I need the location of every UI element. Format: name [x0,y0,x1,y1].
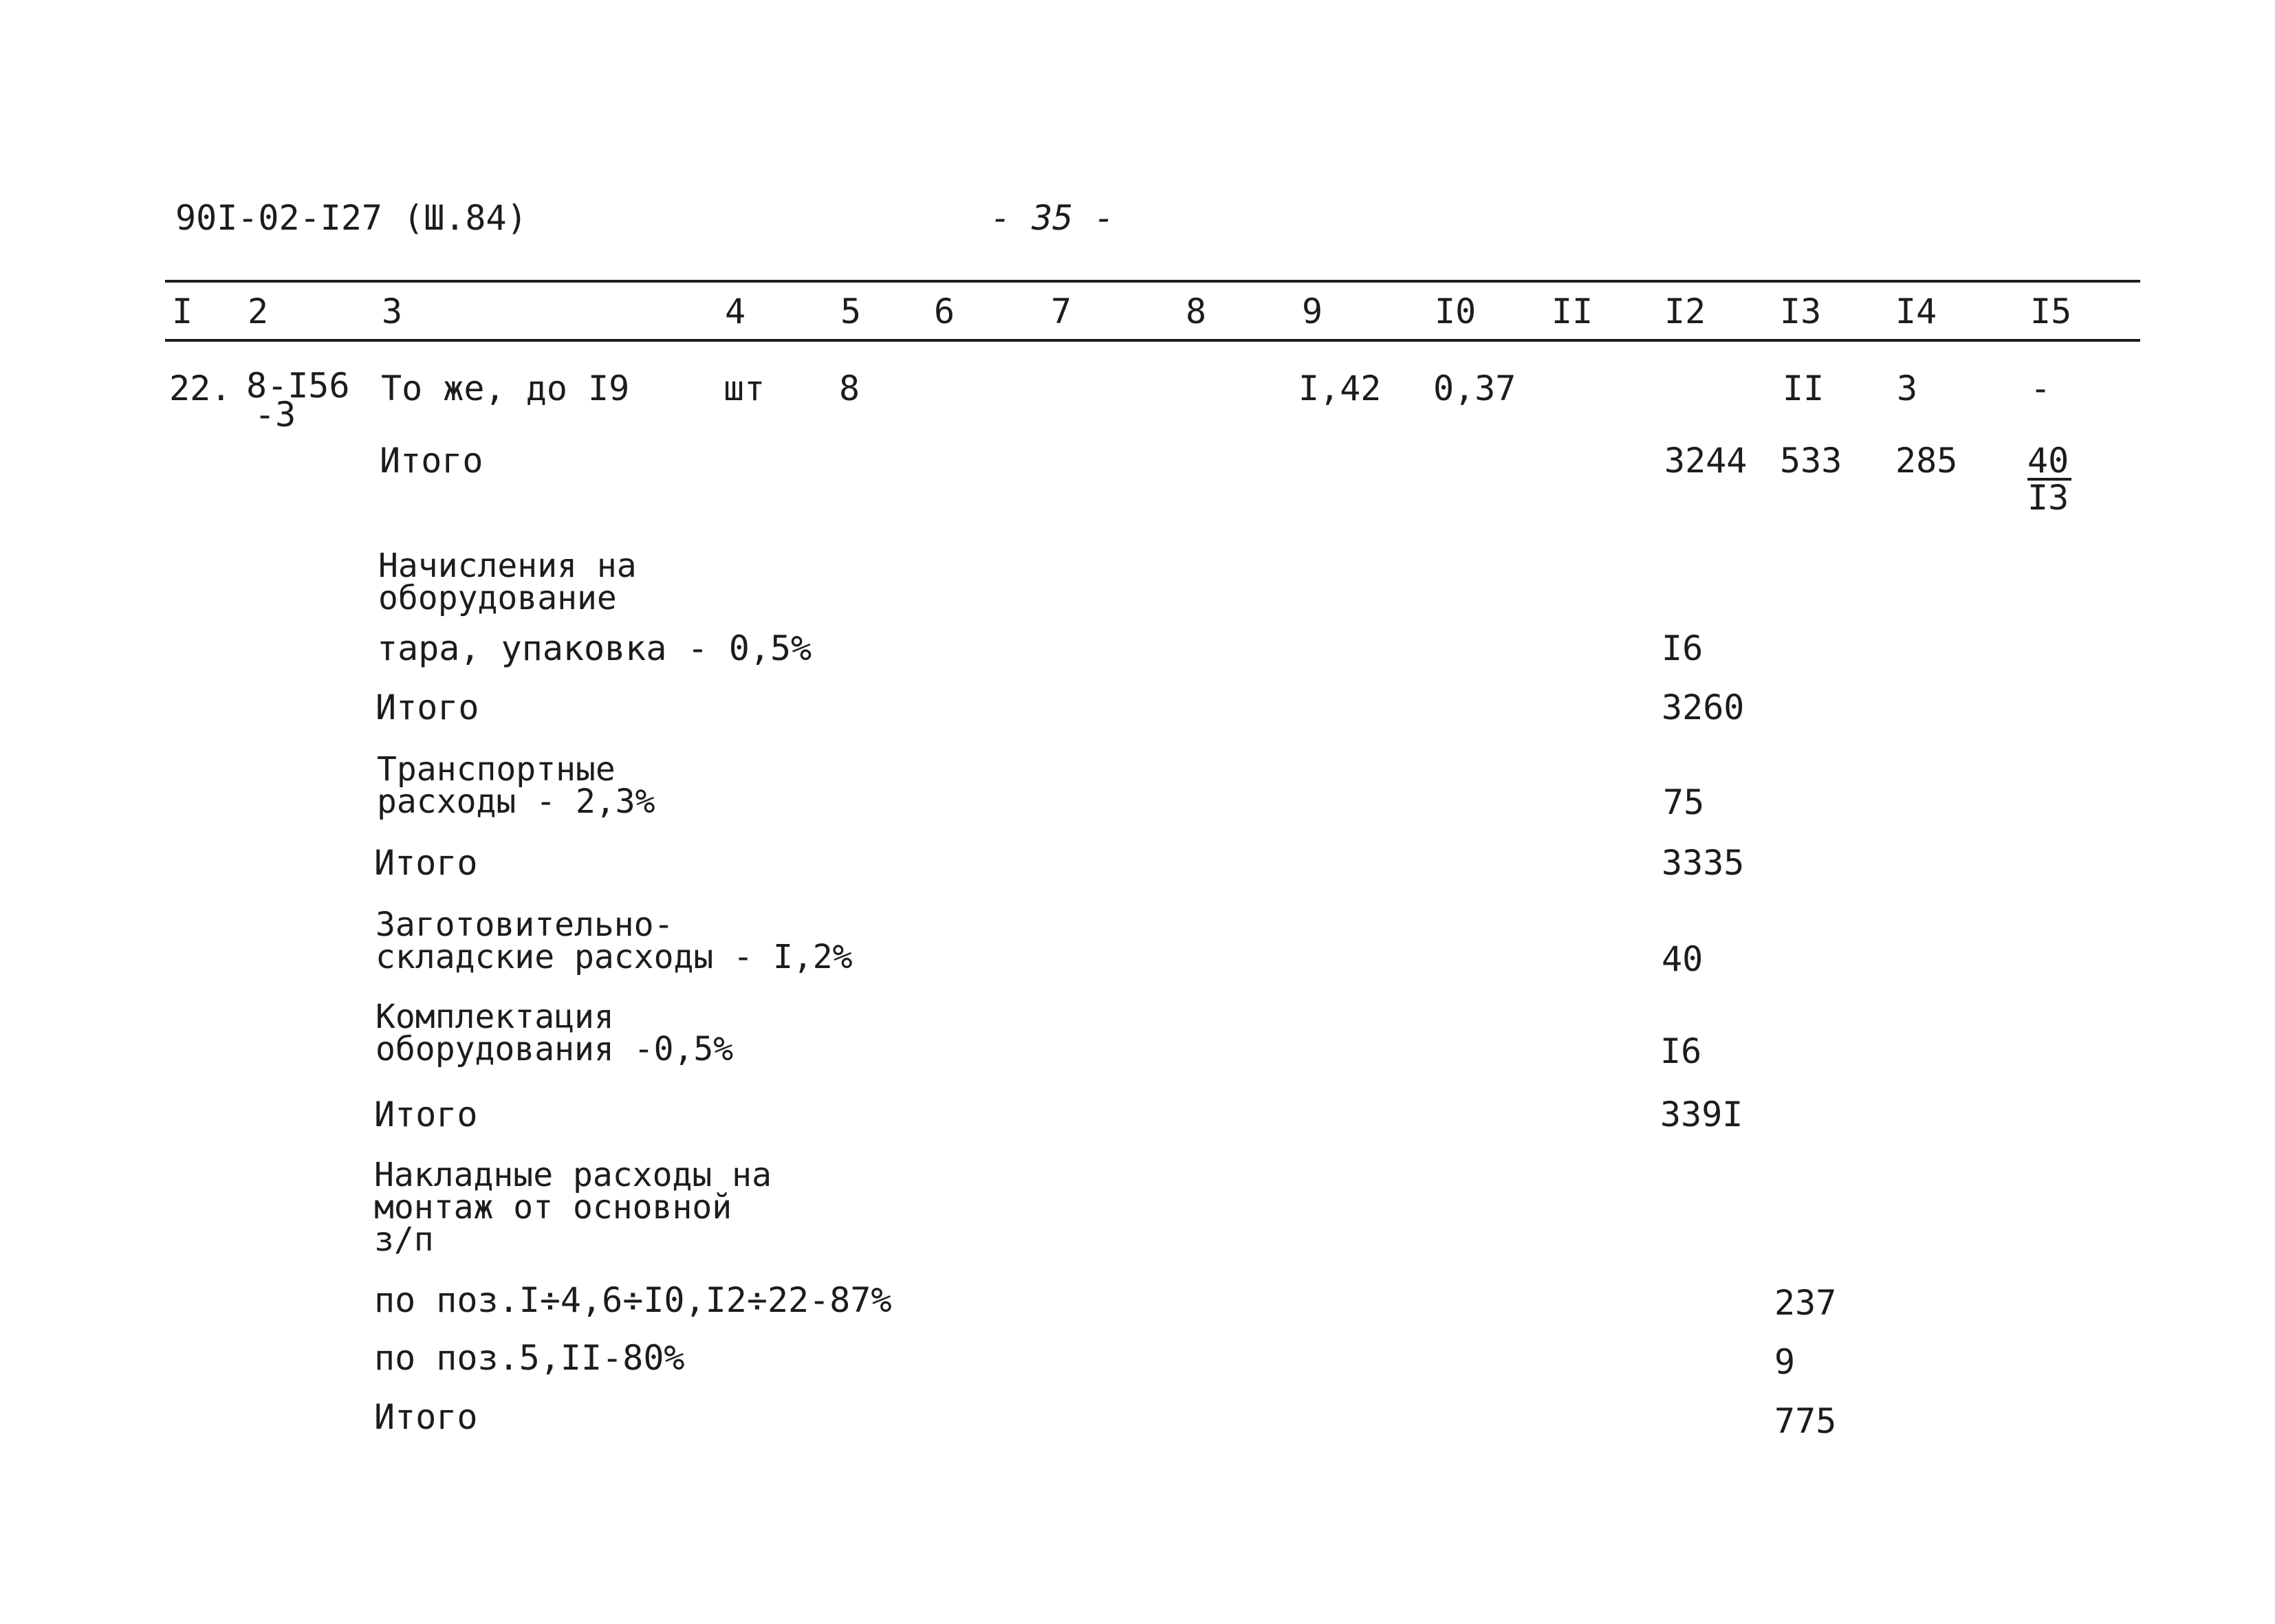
overhead-heading: Накладные расходы на монтаж от основной з/п [374,1156,772,1259]
table-top-rule-right [1382,280,2140,283]
kit-value: I6 [1660,1031,1702,1071]
item-quantity: 8 [839,369,860,408]
transport-line: Транспортные расходы - 2,3% [377,750,655,821]
storage-line: Заготовительно- складские расходы - I,2% [375,906,853,976]
packaging-value: I6 [1662,628,1703,668]
column-header: 2 [248,292,269,331]
overhead-position-2-value: 9 [1774,1342,1796,1382]
item-col-13: II [1783,369,1825,408]
table-top-rule [165,280,1450,283]
overhead-position-2: по поз.5,II-80% [374,1338,685,1378]
column-header: II [1552,292,1593,331]
column-header: 8 [1186,292,1207,331]
total-value: 3260 [1662,688,1745,727]
total-col-14: 285 [1895,441,1958,481]
kit-line: Комплектация оборудования -0,5% [375,998,734,1068]
item-col-10: 0,37 [1433,369,1516,408]
total-col-15-fraction [2027,441,2071,518]
storage-value: 40 [1662,939,1703,979]
column-header: I3 [1780,292,1822,331]
column-header: 9 [1302,292,1323,331]
item-col-14: 3 [1897,369,1918,408]
column-header-rule [165,339,2140,342]
column-header: I0 [1435,292,1477,331]
accruals-heading: Начисления на оборудование [378,547,637,617]
fraction-denominator: I3 [2027,478,2069,518]
item-col-15: - [2030,369,2051,408]
total-value: 775 [1774,1401,1837,1441]
column-header: 4 [725,292,746,331]
transport-value: 75 [1663,782,1705,822]
total-label: Итого [374,1095,478,1134]
overhead-position-1: по поз.I÷4,6÷I0,I2÷22-87% [374,1280,892,1320]
column-header: I5 [2030,292,2072,331]
total-col-12: 3244 [1664,441,1748,481]
column-header: 6 [934,292,955,331]
column-header: 7 [1051,292,1072,331]
column-header: I2 [1664,292,1706,331]
total-col-13: 533 [1780,441,1842,481]
item-unit: шт [723,369,765,408]
column-header: 3 [382,292,403,331]
column-header: I [172,292,193,331]
column-header: I4 [1895,292,1937,331]
total-value: 3335 [1662,843,1745,883]
price-code: 8-I56 [246,366,350,406]
page-number: - 35 - [990,198,1115,238]
item-name: То же, до I9 [381,369,630,408]
document-code: 90I-02-I27 (Ш.84) [175,198,527,238]
column-header: 5 [840,292,862,331]
overhead-position-1-value: 237 [1774,1283,1837,1323]
packaging-line: тара, упаковка - 0,5% [377,628,812,668]
row-number: 22. [169,369,232,408]
item-col-9: I,42 [1298,369,1382,408]
total-label: Итого [375,688,479,727]
price-code-suffix: -3 [254,395,296,435]
fraction-numerator: 40 [2027,443,2071,481]
total-label: Итого [380,441,483,481]
total-label: Итого [374,1397,478,1437]
total-label: Итого [374,843,478,883]
total-value: 339I [1660,1095,1743,1134]
